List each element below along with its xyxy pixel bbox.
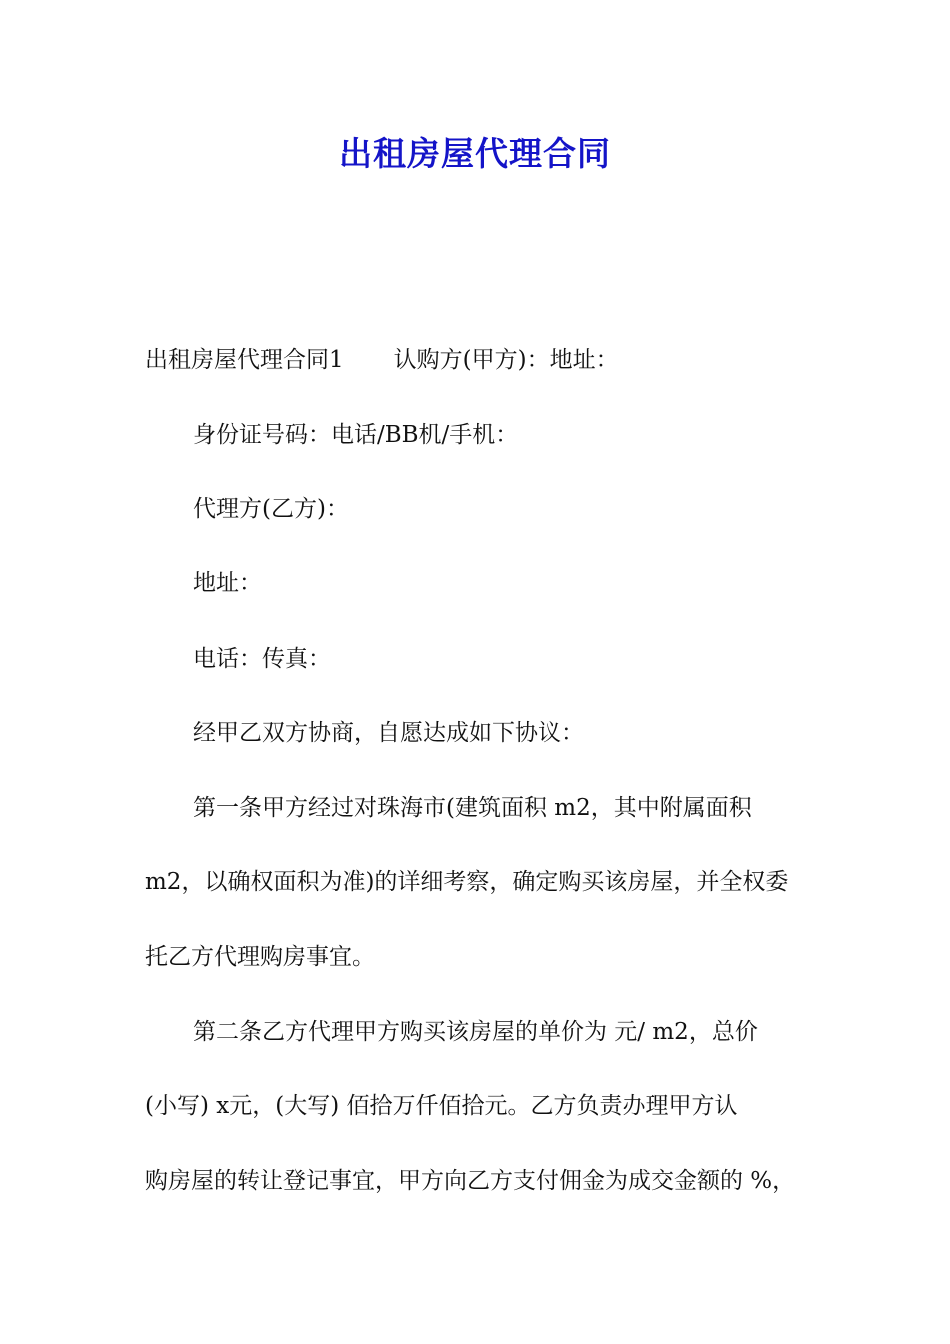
paragraph-line: 电话：传真： xyxy=(193,646,331,672)
paragraph-line: 托乙方代理购房事宜。 xyxy=(145,944,375,970)
paragraph-line: 购房屋的转让登记事宜，甲方向乙方支付佣金为成交金额的 %， xyxy=(145,1168,796,1194)
paragraph-line: 地址： xyxy=(193,570,262,596)
paragraph-line: 第二条乙方代理甲方购买该房屋的单价为 元/ m2，总价 xyxy=(193,1019,758,1045)
paragraph-line: 代理方(乙方)： xyxy=(193,496,349,522)
paragraph-line: 第一条甲方经过对珠海市(建筑面积 m2，其中附属面积 xyxy=(193,795,752,821)
paragraph-line: 身份证号码：电话/BB机/手机： xyxy=(193,422,519,448)
contract-heading-text: 出租房屋代理合同1 xyxy=(145,347,344,373)
buyer-label: 认购方(甲方)：地址： xyxy=(393,347,619,373)
paragraph-line: (小写) x元，(大写) 佰拾万仟佰拾元。乙方负责办理甲方认 xyxy=(145,1093,738,1119)
paragraph-line xyxy=(145,345,619,375)
document-title: 出租房屋代理合同 xyxy=(339,134,611,173)
paragraph-line: 经甲乙双方协商，自愿达成如下协议： xyxy=(193,720,584,746)
paragraph-line: m2，以确权面积为准)的详细考察，确定购买该房屋，并全权委 xyxy=(145,869,789,895)
